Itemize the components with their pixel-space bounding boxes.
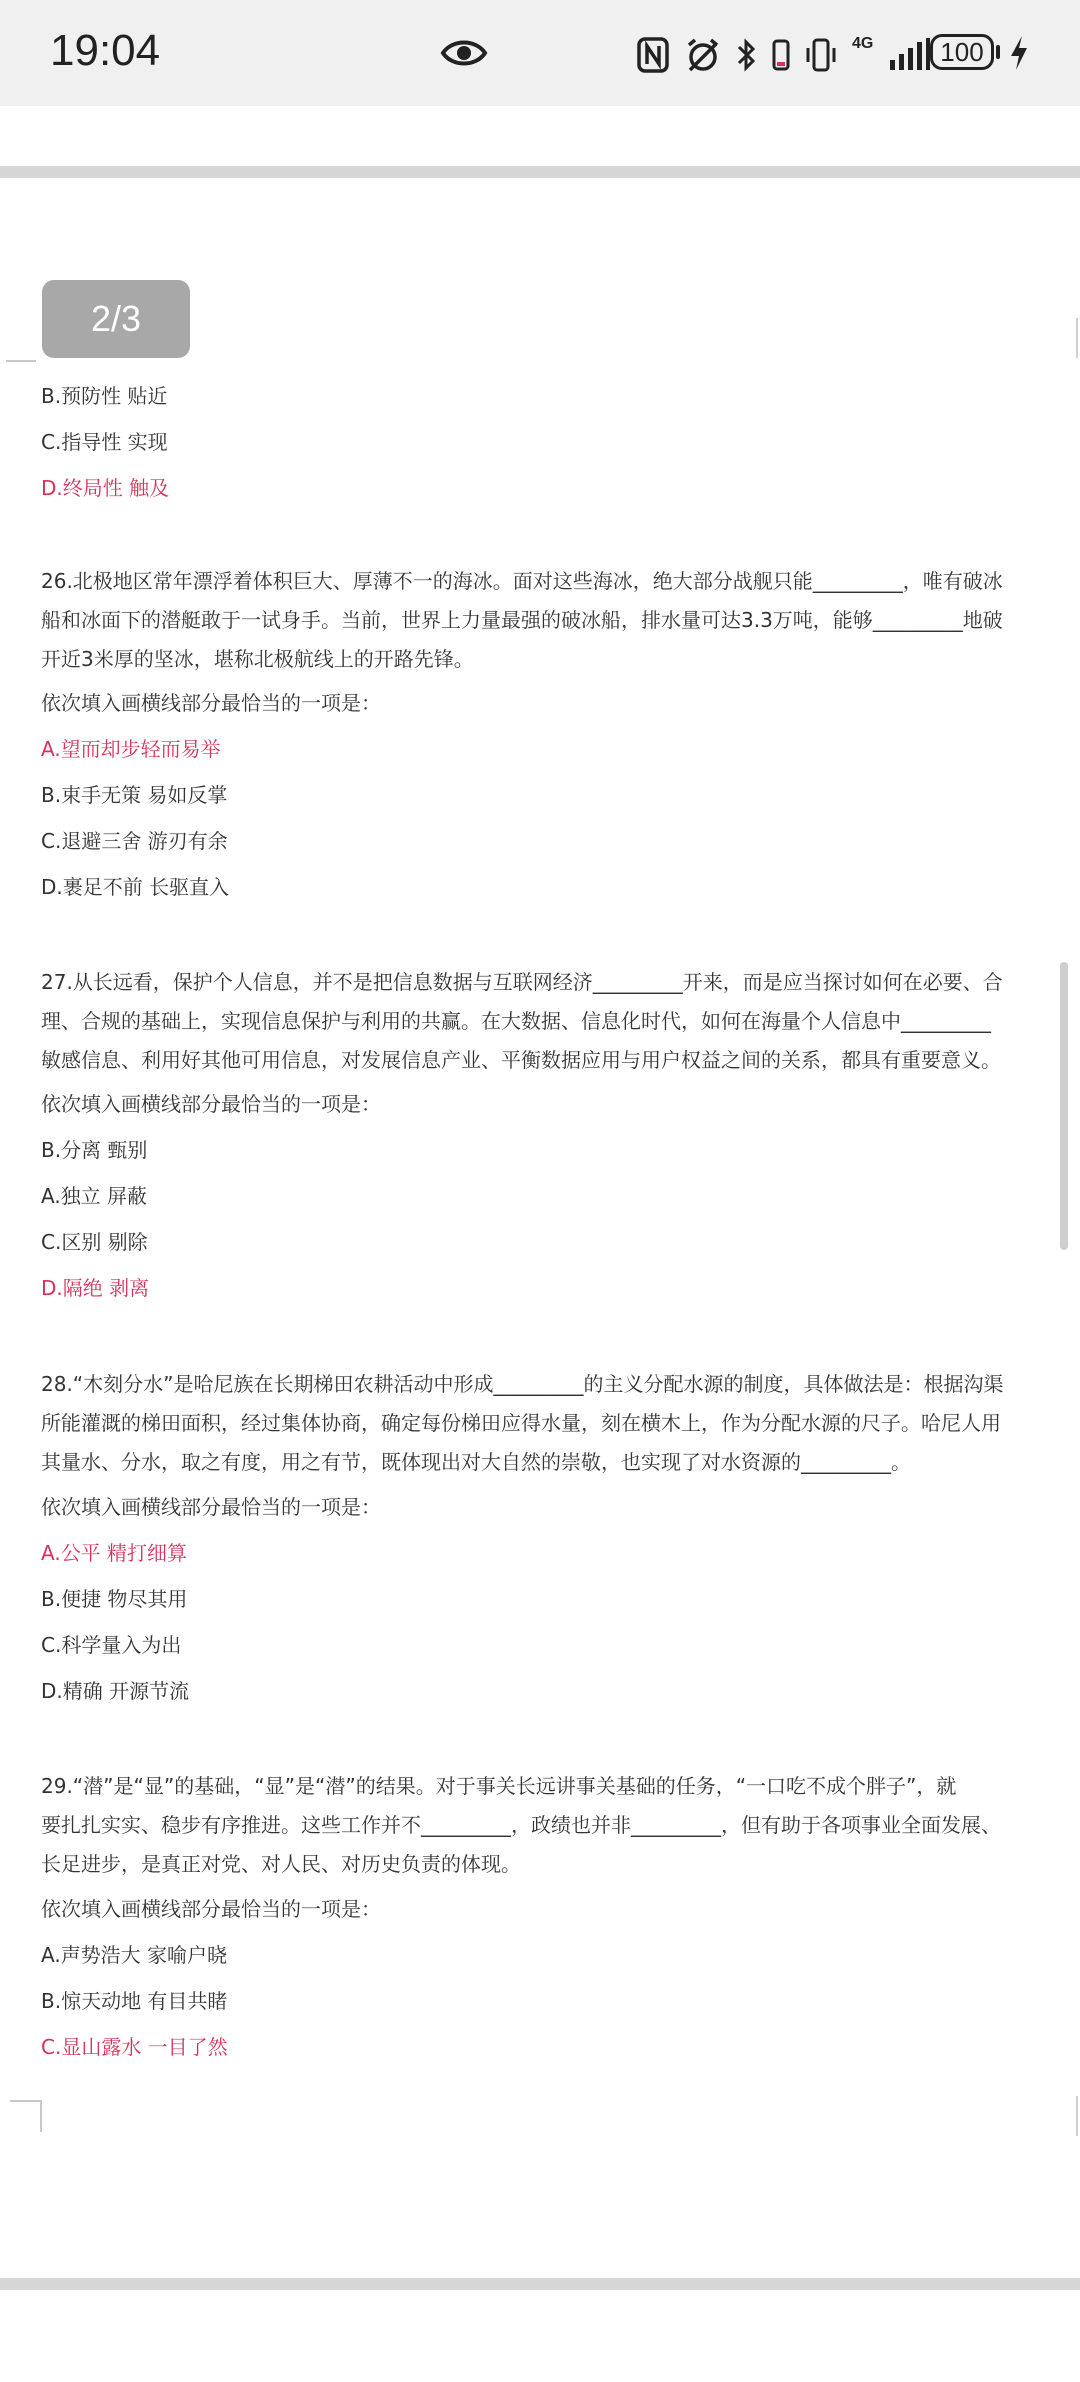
document-line: 依次填入画横线部分最恰当的一项是：	[41, 1897, 381, 1921]
network-type: 4G	[852, 35, 874, 52]
answer-option-line: C.显山露水 一目了然	[41, 2035, 228, 2059]
document-line: C.指导性 实现	[41, 430, 168, 454]
status-bar	[0, 0, 1080, 106]
answer-option-line: D.隔绝 剥离	[41, 1276, 150, 1300]
signal-icon	[888, 36, 932, 74]
document-line: C.科学量入为出	[41, 1633, 182, 1657]
crop-mark-top-left	[6, 330, 36, 362]
document-line: 依次填入画横线部分最恰当的一项是：	[41, 1495, 381, 1519]
document-line: 29.“潜”是“显”的基础，“显”是“潜”的结果。对于事关长远讲事关基础的任务，“一口吃不成个胖子”，就	[41, 1774, 957, 1798]
charging-icon	[1008, 34, 1030, 76]
document-line: C.退避三舍 游刃有余	[41, 829, 228, 853]
battery-small-icon	[772, 36, 790, 74]
document-line: B.束手无策 易如反掌	[41, 783, 228, 807]
answer-option-line: A.公平 精打细算	[41, 1541, 188, 1565]
document-line: B.惊天动地 有目共睹	[41, 1989, 228, 2013]
document-line: 要扎扎实实、稳步有序推进。这些工作并不_________，政绩也并非_________，但有助于各项事业全面发展、	[41, 1813, 1001, 1837]
document-line: 长足进步，是真正对党、对人民、对历史负责的体现。	[41, 1852, 521, 1876]
document-line: 依次填入画横线部分最恰当的一项是：	[41, 1092, 381, 1116]
document-line: D.裹足不前 长驱直入	[41, 875, 230, 899]
battery-cap	[996, 45, 1000, 59]
alarm-off-icon	[684, 36, 722, 74]
page-indicator: 2/3	[42, 280, 190, 358]
nfc-icon	[636, 36, 670, 74]
document-line: B.分离 甄别	[41, 1138, 148, 1162]
scrollbar[interactable]	[1060, 962, 1068, 1250]
document-line: B.预防性 贴近	[41, 384, 168, 408]
document-line: 所能灌溉的梯田面积，经过集体协商，确定每份梯田应得水量，刻在横木上，作为分配水源的尺子。哈尼人用	[41, 1411, 1001, 1435]
document-line: D.精确 开源节流	[41, 1679, 190, 1703]
page-separator-bottom	[0, 2278, 1080, 2290]
crop-mark-bottom-left	[10, 2100, 42, 2132]
document-line: 敏感信息、利用好其他可用信息，对发展信息产业、平衡数据应用与用户权益之间的关系，都具有重要意义。	[41, 1048, 1001, 1072]
document-line: 依次填入画横线部分最恰当的一项是：	[41, 691, 381, 715]
bluetooth-icon	[736, 36, 758, 74]
answer-option-line: D.终局性 触及	[41, 476, 170, 500]
document-line: B.便捷 物尽其用	[41, 1587, 188, 1611]
document-line: 27.从长远看，保护个人信息，并不是把信息数据与互联网经济_________开来，而是应当探讨如何在必要、合	[41, 970, 1003, 994]
answer-option-line: A.望而却步轻而易举	[41, 737, 221, 761]
document-line: C.区别 剔除	[41, 1230, 148, 1254]
status-time: 19:04	[50, 26, 161, 75]
document-line: 其量水、分水，取之有度，用之有节，既体现出对大自然的崇敬，也实现了对水资源的_________。	[41, 1450, 911, 1474]
document-line: A.独立 屏蔽	[41, 1184, 148, 1208]
document-line: 开近3米厚的坚冰，堪称北极航线上的开路先锋。	[41, 647, 474, 671]
document-line: 26.北极地区常年漂浮着体积巨大、厚薄不一的海冰。面对这些海冰，绝大部分战舰只能_________，唯有破冰	[41, 569, 1003, 593]
document-line: 28.“木刻分水”是哈尼族在长期梯田农耕活动中形成_________的主义分配水源的制度，具体做法是：根据沟渠	[41, 1372, 1004, 1396]
battery-icon: 100	[930, 34, 994, 70]
page-separator-top	[0, 166, 1080, 178]
document-line: 理、合规的基础上，实现信息保护与利用的共赢。在大数据、信息化时代，如何在海量个人信息中_________	[41, 1009, 991, 1033]
vibrate-icon	[804, 36, 838, 74]
eye-icon	[440, 33, 488, 77]
document-line: A.声势浩大 家喻户晓	[41, 1943, 228, 1967]
crop-mark-top-right	[1076, 318, 1078, 358]
document-line: 船和冰面下的潜艇敢于一试身手。当前，世界上力量最强的破冰船，排水量可达3.3万吨，能够_________地破	[41, 608, 1003, 632]
crop-mark-bottom-right	[1076, 2096, 1078, 2136]
status-icons	[636, 32, 932, 78]
